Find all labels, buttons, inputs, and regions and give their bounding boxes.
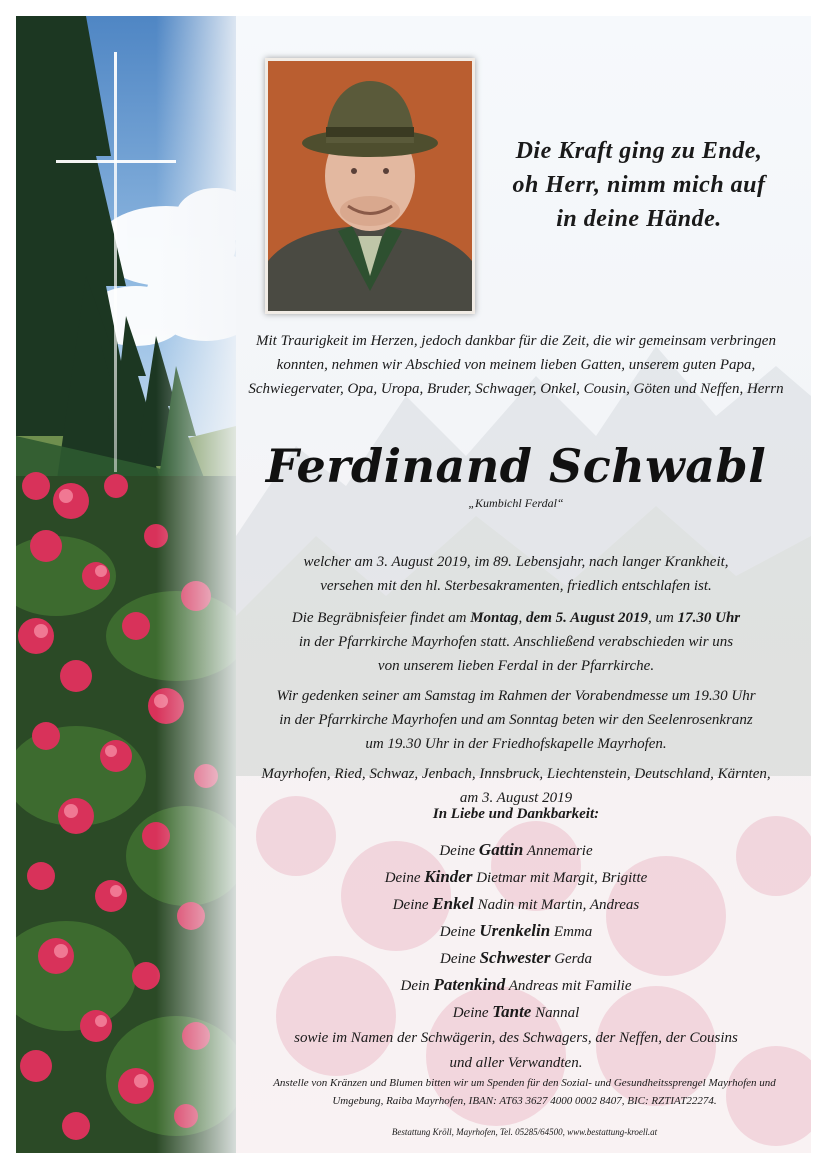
death-info bbox=[238, 550, 794, 598]
mourner-row: Deine Schwester Gerda bbox=[440, 948, 592, 967]
mass-info bbox=[238, 684, 794, 756]
mourners-heading: In Liebe und Dankbarkeit: bbox=[432, 806, 600, 822]
mourners-closing: und aller Verwandten. bbox=[449, 1055, 583, 1071]
funeral-date: dem 5. August 2019 bbox=[526, 610, 649, 626]
funeral-text: , bbox=[518, 610, 527, 626]
mourner-row: Deine Enkel Nadin mit Martin, Andreas bbox=[392, 894, 640, 913]
places-and-date bbox=[238, 762, 794, 810]
cross-symbol bbox=[56, 52, 196, 472]
funeral-info bbox=[238, 606, 794, 678]
donation-note bbox=[238, 1074, 811, 1110]
intro-line: konnten, nehmen wir Abschied von meinem lieben Gatten, unserem guten Papa, bbox=[276, 357, 756, 373]
intro-line: Mit Traurigkeit im Herzen, jedoch dankbar für die Zeit, die wir gemeinsam verbringen bbox=[256, 333, 776, 349]
deceased-nickname: „Kumbichl Ferdal“ bbox=[468, 496, 564, 510]
donation-line: Anstelle von Kränzen und Blumen bitten wir um Spenden für den Sozial- und Gesundheitssprengel Mayrhofen und bbox=[273, 1077, 776, 1089]
funeral-home-credit: Bestattung Kröll, Mayrhofen, Tel. 05285/64500, www.bestattung-kroell.at bbox=[391, 1127, 658, 1137]
mourners-closing: sowie im Namen der Schwägerin, des Schwagers, der Neffen, der Cousins bbox=[294, 1030, 738, 1046]
intro-line: Schwiegervater, Opa, Uropa, Bruder, Schwager, Onkel, Cousin, Göten und Neffen, Herrn bbox=[248, 381, 784, 397]
intro-text bbox=[238, 329, 794, 401]
mourner-row: Dein Patenkind Andreas mit Familie bbox=[400, 975, 632, 994]
quote-line: Die Kraft ging zu Ende, bbox=[515, 138, 763, 164]
donation-line: Umgebung, Raiba Mayrhofen, IBAN: AT63 3627 4000 0002 8407, BIC: RZTIAT22274. bbox=[332, 1095, 717, 1107]
portrait-photo bbox=[265, 58, 475, 314]
funeral-time: 17.30 Uhr bbox=[677, 610, 741, 626]
quote-line: in deine Hände. bbox=[556, 206, 722, 232]
funeral-text: Die Begräbnisfeier findet am bbox=[291, 610, 471, 626]
mourners-list bbox=[238, 837, 794, 1076]
funeral-line: von unserem lieben Ferdal in der Pfarrkirche. bbox=[377, 658, 655, 674]
mourner-row: Deine Gattin Annemarie bbox=[439, 840, 593, 859]
death-line: welcher am 3. August 2019, im 89. Lebensjahr, nach langer Krankheit, bbox=[303, 554, 729, 570]
mourner-row: Deine Tante Nannal bbox=[452, 1002, 580, 1021]
deceased-name: Ferdinand Schwabl bbox=[265, 439, 767, 493]
quote-line: oh Herr, nimm mich auf bbox=[512, 172, 766, 198]
obituary-notice bbox=[16, 16, 811, 1153]
funeral-line: in der Pfarrkirche Mayrhofen statt. Anschließend verabschieden wir uns bbox=[298, 634, 734, 650]
quote bbox=[484, 134, 794, 236]
mourner-row: Deine Kinder Dietmar mit Margit, Brigitte bbox=[384, 867, 648, 886]
funeral-day: Montag bbox=[470, 610, 519, 626]
funeral-text: , um bbox=[648, 610, 678, 626]
mass-line: um 19.30 Uhr in der Friedhofskapelle Mayrhofen. bbox=[365, 736, 667, 752]
mass-line: in der Pfarrkirche Mayrhofen und am Sonntag beten wir den Seelenrosenkranz bbox=[279, 712, 753, 728]
mass-line: Wir gedenken seiner am Samstag im Rahmen der Vorabendmesse um 19.30 Uhr bbox=[276, 688, 756, 704]
places-line: Mayrhofen, Ried, Schwaz, Jenbach, Innsbruck, Liechtenstein, Deutschland, Kärnten, bbox=[261, 766, 771, 782]
death-line: versehen mit den hl. Sterbesakramenten, friedlich entschlafen ist. bbox=[320, 578, 712, 594]
date-line: am 3. August 2019 bbox=[459, 790, 573, 806]
mourner-row: Deine Urenkelin Emma bbox=[439, 921, 593, 940]
